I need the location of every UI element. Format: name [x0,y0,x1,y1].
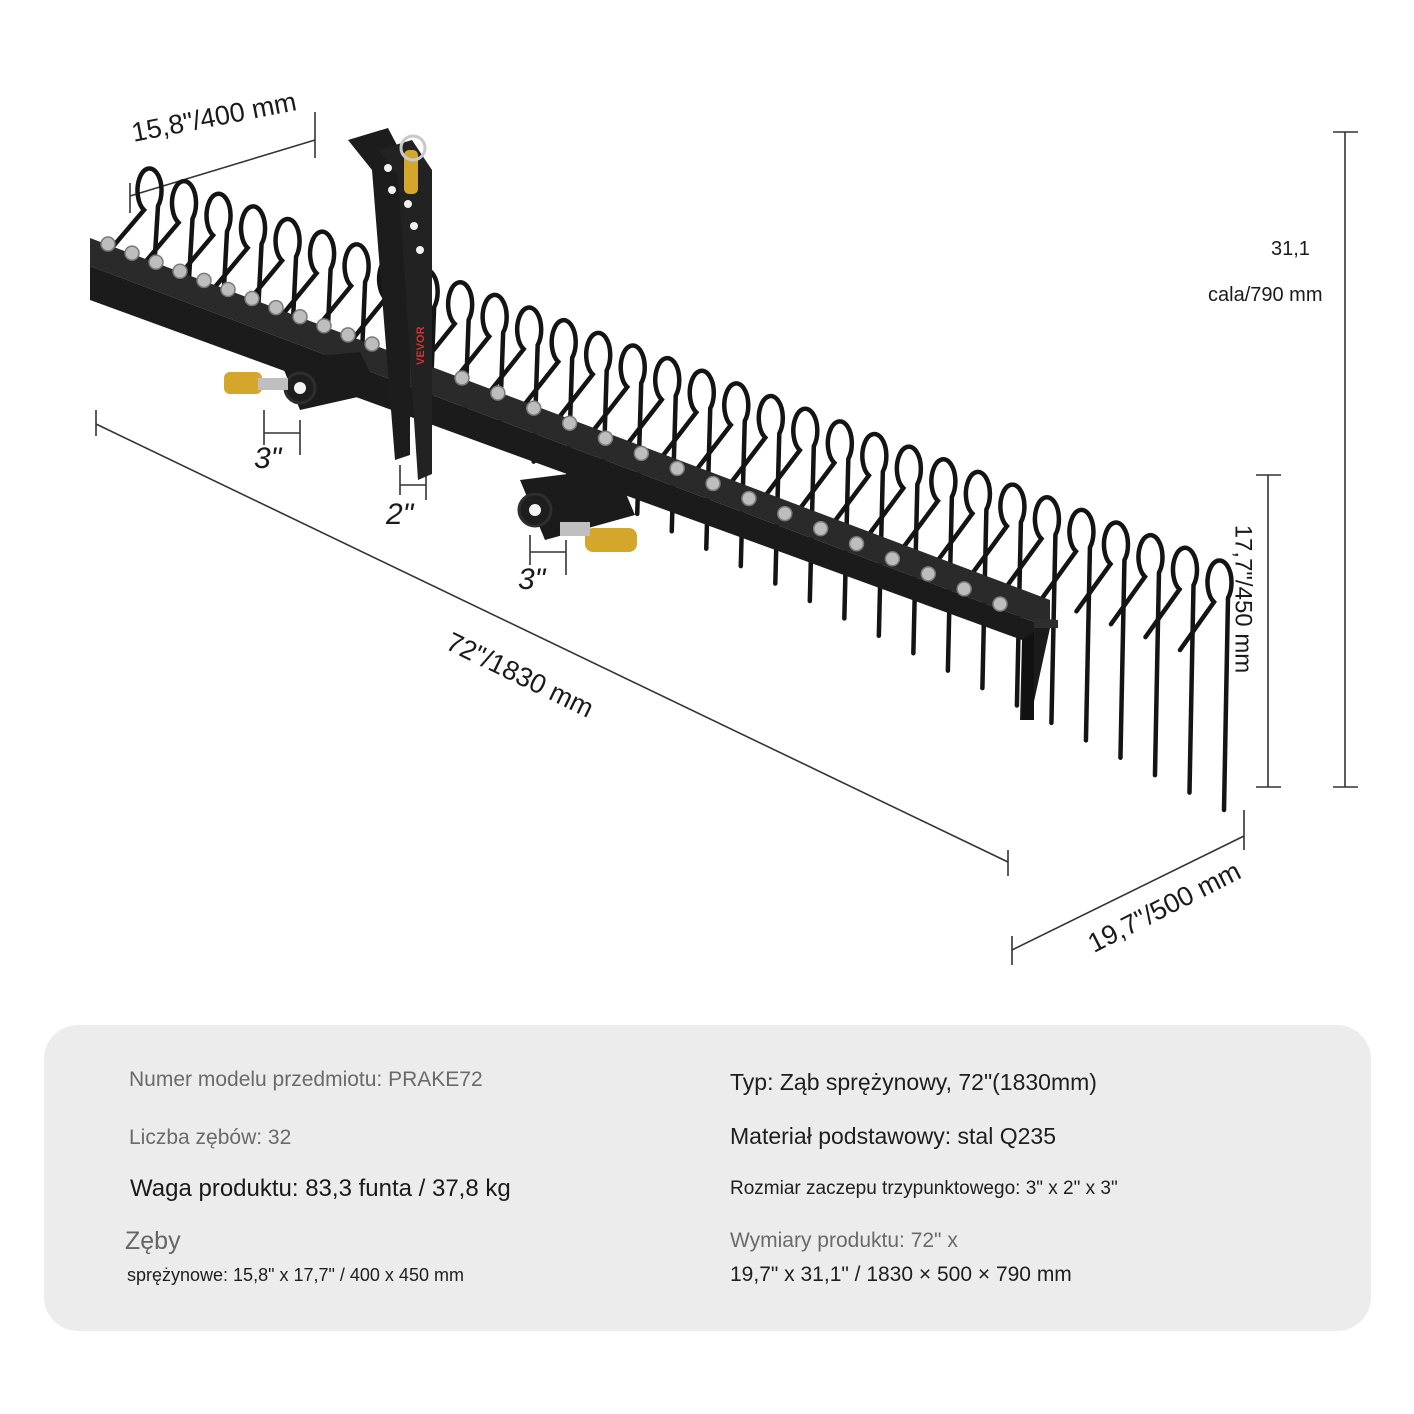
lower-hitch-left [224,352,380,410]
beam-bolt [957,582,971,596]
spec-teeth-count: Liczba zębów: 32 [129,1126,292,1149]
beam-bolt [341,328,355,342]
beam-bolt [670,461,684,475]
beam-bolt [491,386,505,400]
beam-bolt [365,337,379,351]
lower-hitch-right [519,468,637,552]
beam-bolt [921,567,935,581]
spec-hitch-size: Rozmiar zaczepu trzypunktowego: 3" x 2" x 3" [730,1178,1118,1199]
spec-material: Materiał podstawowy: stal Q235 [730,1123,1056,1149]
beam-bolt [101,237,115,251]
beam-bolt [885,552,899,566]
beam-bolt [634,446,648,460]
dim-hitch-left: 3" [254,442,282,475]
dimension-lines [96,112,1358,965]
vevor-brand-mark: VEVOR [415,326,427,365]
beam-bolt [993,597,1007,611]
beam-bolt [742,492,756,506]
dim-total-height-unit: cala/790 mm [1208,284,1323,306]
beam-bolt [269,301,283,315]
beam-bolt [197,273,211,287]
beam-bolt [245,292,259,306]
beam-bolt [850,537,864,551]
top-mast [348,128,432,480]
beam-bolt [293,310,307,324]
dim-teeth-height: 17,7"/450 mm [1229,524,1257,674]
beam-bolt [125,246,139,260]
spec-dimensions-line1: Wymiary produktu: 72" x [730,1229,958,1252]
beam-bolt [778,507,792,521]
beam-bolt [706,476,720,490]
spec-panel [44,1025,1371,1331]
beam-bolt [455,371,469,385]
spec-dimensions-line2: 19,7" x 31,1" / 1830 × 500 × 790 mm [730,1263,1072,1286]
beam-bolt [527,401,541,415]
spec-teeth-label: Zęby [125,1227,181,1255]
spec-type: Typ: Ząb sprężynowy, 72"(1830mm) [730,1069,1097,1095]
beam-bolt [814,522,828,536]
beam-bolt [221,282,235,296]
spec-model: Numer modelu przedmiotu: PRAKE72 [129,1068,483,1091]
beam-bolt [563,416,577,430]
beam-bolt [317,319,331,333]
dim-total-height-value: 31,1 [1271,238,1310,260]
dim-hitch-top: 2" [386,498,414,531]
spec-weight: Waga produktu: 83,3 funta / 37,8 kg [130,1175,511,1202]
beam-bolt [173,264,187,278]
dim-depth: 19,7"/500 mm [1082,855,1246,959]
beam-bolt [149,255,163,269]
spec-teeth-size: sprężynowe: 15,8" x 17,7" / 400 x 450 mm [127,1265,464,1285]
dim-length: 72"/1830 mm [441,626,599,724]
beam-bolt [598,431,612,445]
dim-hitch-right: 3" [518,563,546,596]
dim-teeth-width: 15,8"/400 mm [129,86,299,148]
